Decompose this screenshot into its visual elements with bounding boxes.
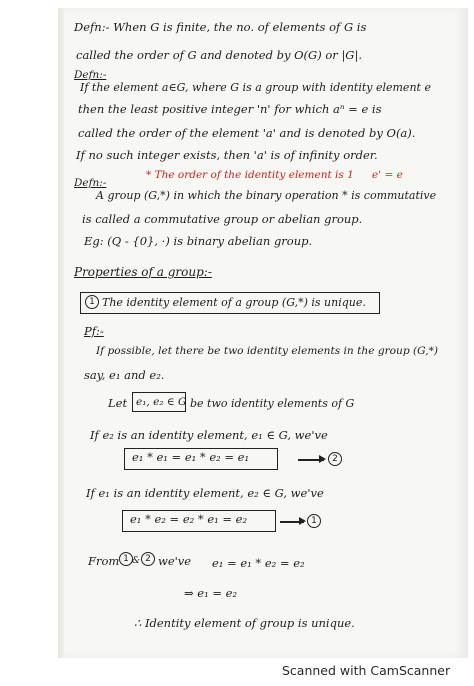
definition-label: Defn:- xyxy=(74,69,107,81)
definition-abelian-line1: A group (G,*) in which the binary operation * is commutative xyxy=(96,189,437,202)
abelian-example: Eg: (Q - {0}, ·) is binary abelian group. xyxy=(84,234,313,248)
proof-line5: If e₁ is an identity element, e₂ ∈ G, we've xyxy=(86,486,324,500)
definition-order-of-group-line1: Defn:- When G is finite, the no. of elements of G is xyxy=(74,20,367,34)
property-number: 1 xyxy=(85,295,99,309)
proof-weve: we've xyxy=(158,554,192,568)
definition-order-of-group-line2: called the order of G and denoted by O(G) or |G|. xyxy=(76,48,363,62)
definition-order-of-element-line2: then the least positive integer 'n' for which aⁿ = e is xyxy=(78,102,382,116)
proof-let: Let xyxy=(108,396,128,410)
definition-label-2: Defn:- xyxy=(74,177,107,189)
equation-1-label: 2 xyxy=(328,452,342,466)
proof-line2: say, e₁ and e₂. xyxy=(84,368,165,382)
equation-1: e₁ * e₁ = e₁ * e₂ = e₁ xyxy=(132,450,250,464)
proof-from: From xyxy=(88,554,120,568)
definition-abelian-line2: is called a commutative group or abelian group. xyxy=(82,212,363,226)
arrow-icon-2 xyxy=(280,521,304,523)
equation-2-label: 1 xyxy=(307,514,321,528)
proof-line1: If possible, let there be two identity elements in the group (G,*) xyxy=(96,345,439,357)
conclusion: ∴ Identity element of group is unique. xyxy=(134,616,355,630)
arrow-icon xyxy=(298,459,324,461)
property-statement: The identity element of a group (G,*) is unique. xyxy=(102,296,366,309)
scanner-watermark: Scanned with CamScanner xyxy=(282,663,451,678)
equation-3: e₁ = e₁ * e₂ = e₂ xyxy=(212,556,305,570)
conclusion-step: ⇒ e₁ = e₂ xyxy=(184,586,238,600)
identity-elements: e₁, e₂ ∈ G xyxy=(136,396,187,408)
definition-order-of-element-line3: called the order of the element 'a' and is denoted by O(a). xyxy=(78,126,416,140)
ref-and: & xyxy=(132,556,141,566)
definition-order-of-element-line1: If the element a∈G, where G is a group with identity element e xyxy=(80,81,431,94)
proof-line3: be two identity elements of G xyxy=(190,397,355,410)
identity-order-note: * The order of the identity element is 1 xyxy=(146,169,354,181)
equation-2: e₁ * e₂ = e₂ * e₁ = e₂ xyxy=(130,512,248,526)
proof-label: Pf:- xyxy=(84,324,104,338)
properties-heading: Properties of a group:- xyxy=(74,265,212,279)
identity-power-note: e' = e xyxy=(372,169,403,181)
definition-order-of-element-line4: If no such integer exists, then 'a' is of infinity order. xyxy=(76,148,378,162)
ref-equation-1: 1 xyxy=(119,552,133,566)
ref-equation-2: 2 xyxy=(141,552,155,566)
proof-line4: If e₂ is an identity element, e₁ ∈ G, we've xyxy=(90,428,328,442)
